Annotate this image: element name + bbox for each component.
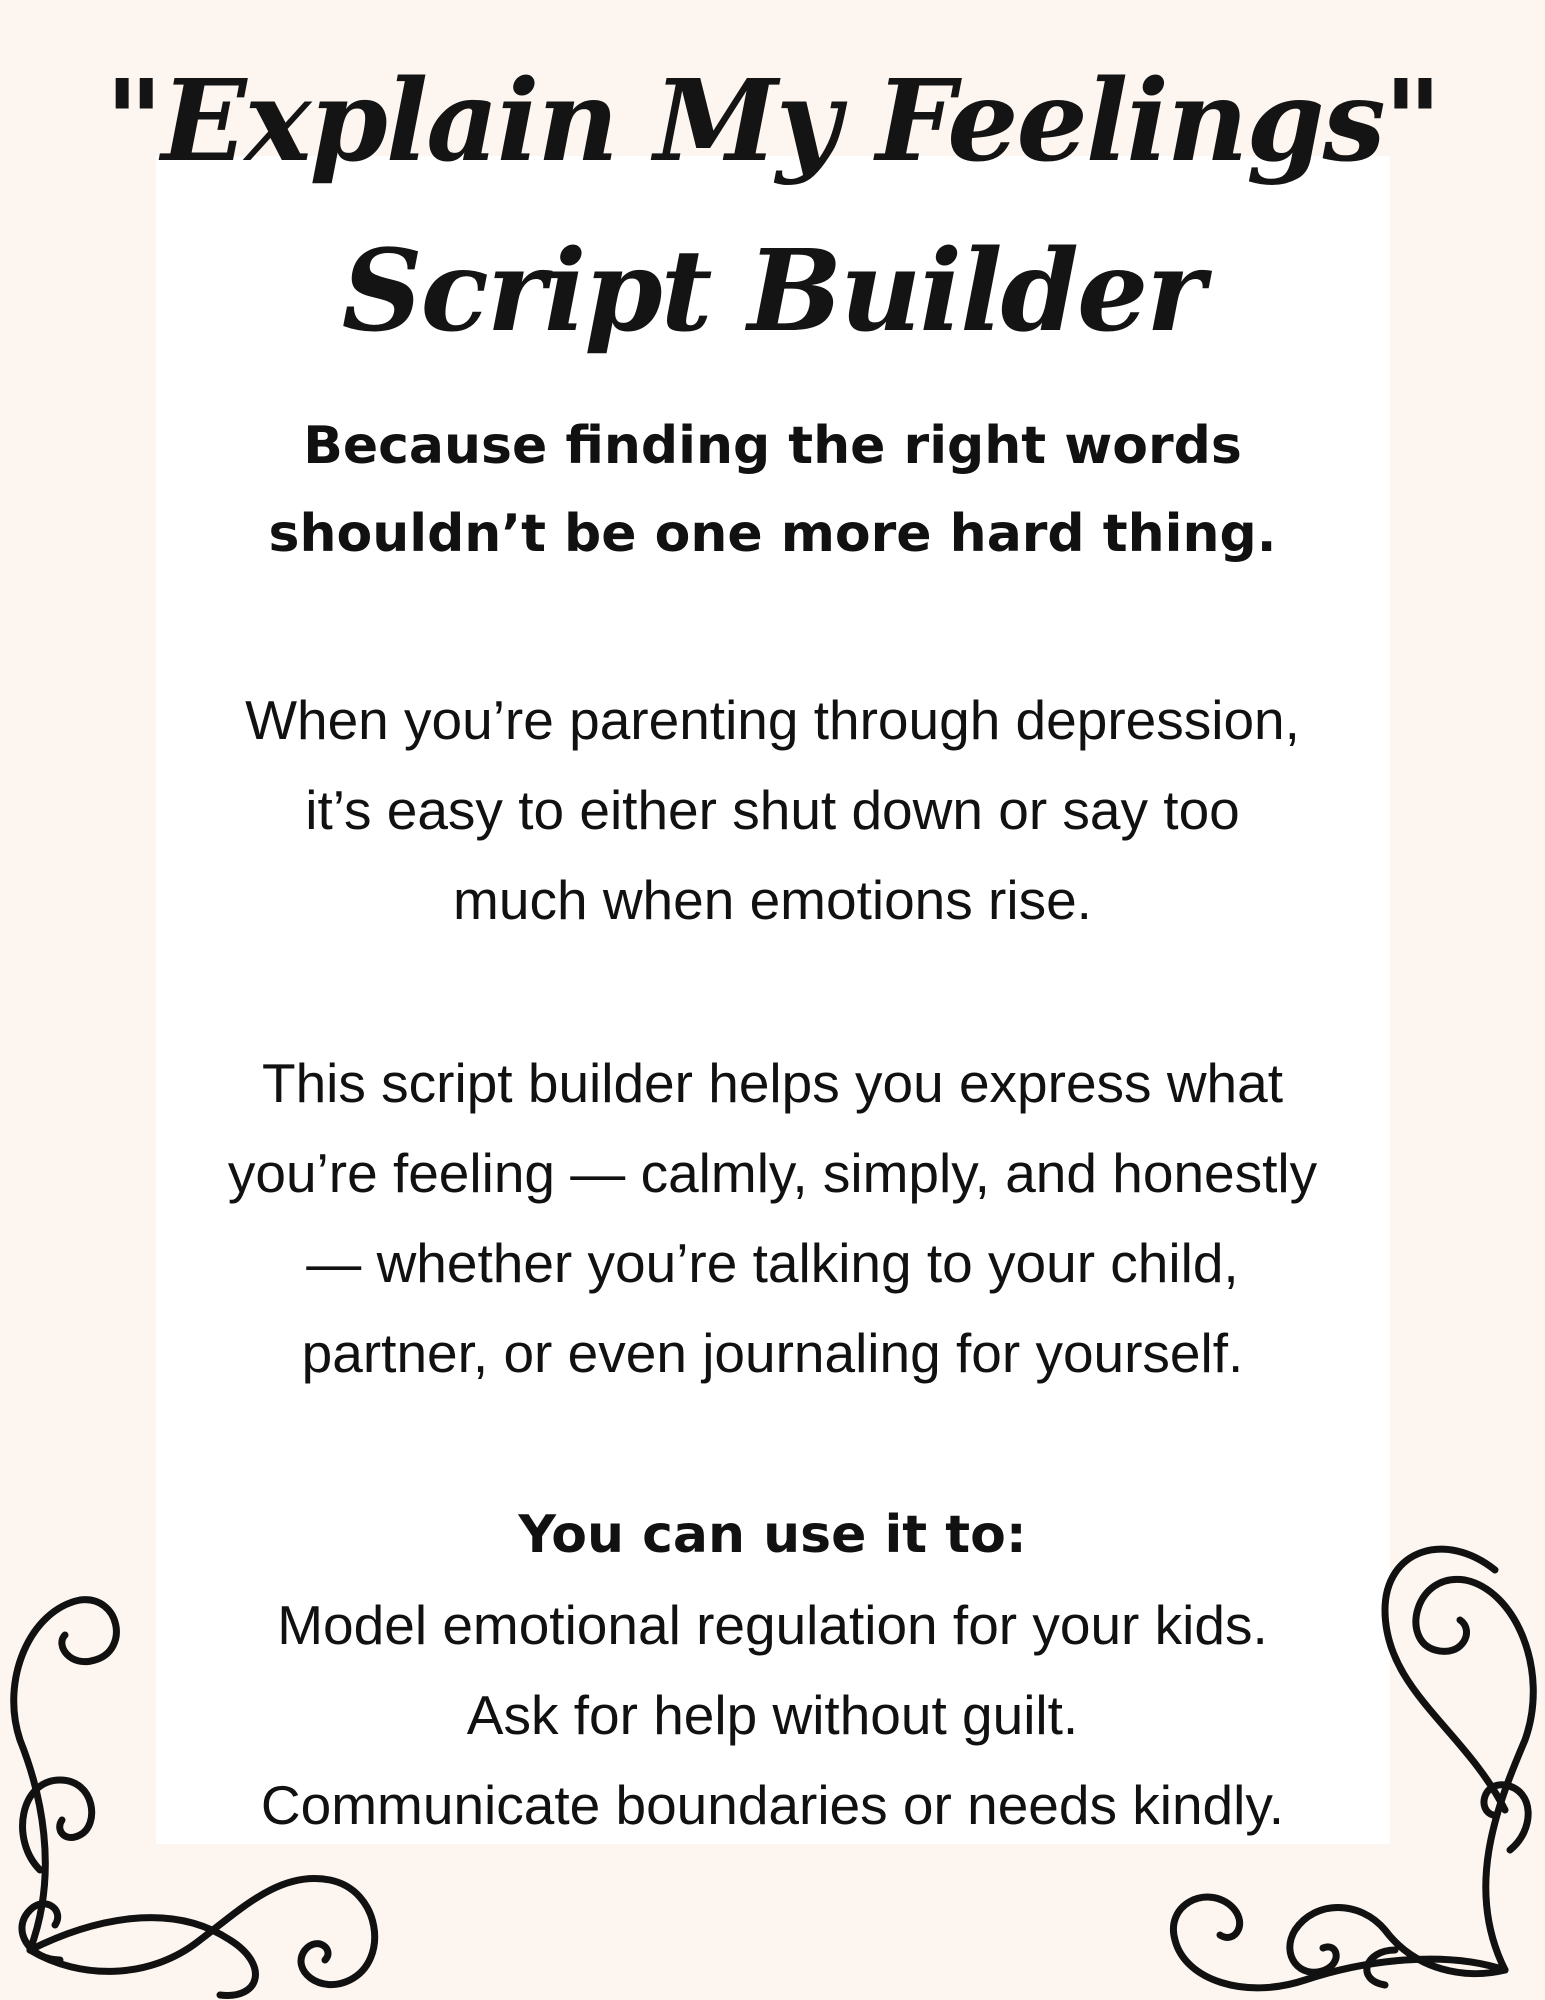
description-line-2: you’re feeling — calmly, simply, and honestly [227, 1142, 1318, 1204]
description-line-4: partner, or even journaling for yourself. [301, 1322, 1244, 1384]
uses-heading: You can use it to: [518, 1505, 1027, 1565]
uses-item: Model emotional regulation for your kids. [277, 1594, 1268, 1656]
intro-line-3: much when emotions rise. [453, 869, 1092, 931]
intro-line-1: When you’re parenting through depression, [245, 689, 1300, 751]
subtitle-line-1: Because finding the right words [303, 416, 1242, 476]
description-line-3: — whether you’re talking to your child, [306, 1232, 1239, 1294]
subtitle-line-2: shouldn’t be one more hard thing. [268, 504, 1277, 564]
uses-item: Communicate boundaries or needs kindly. [260, 1774, 1285, 1836]
description-line-1: This script builder helps you express what [261, 1052, 1284, 1114]
swirl-flourish-right-icon [1065, 1510, 1545, 2000]
swirl-flourish-left-icon [0, 1540, 480, 2000]
page-title-line-2: Script Builder [341, 226, 1204, 357]
page-title-line-1: "Explain My Feelings" [104, 56, 1441, 187]
uses-item: Ask for help without guilt. [466, 1684, 1079, 1746]
intro-line-2: it’s easy to either shut down or say too [305, 779, 1240, 841]
